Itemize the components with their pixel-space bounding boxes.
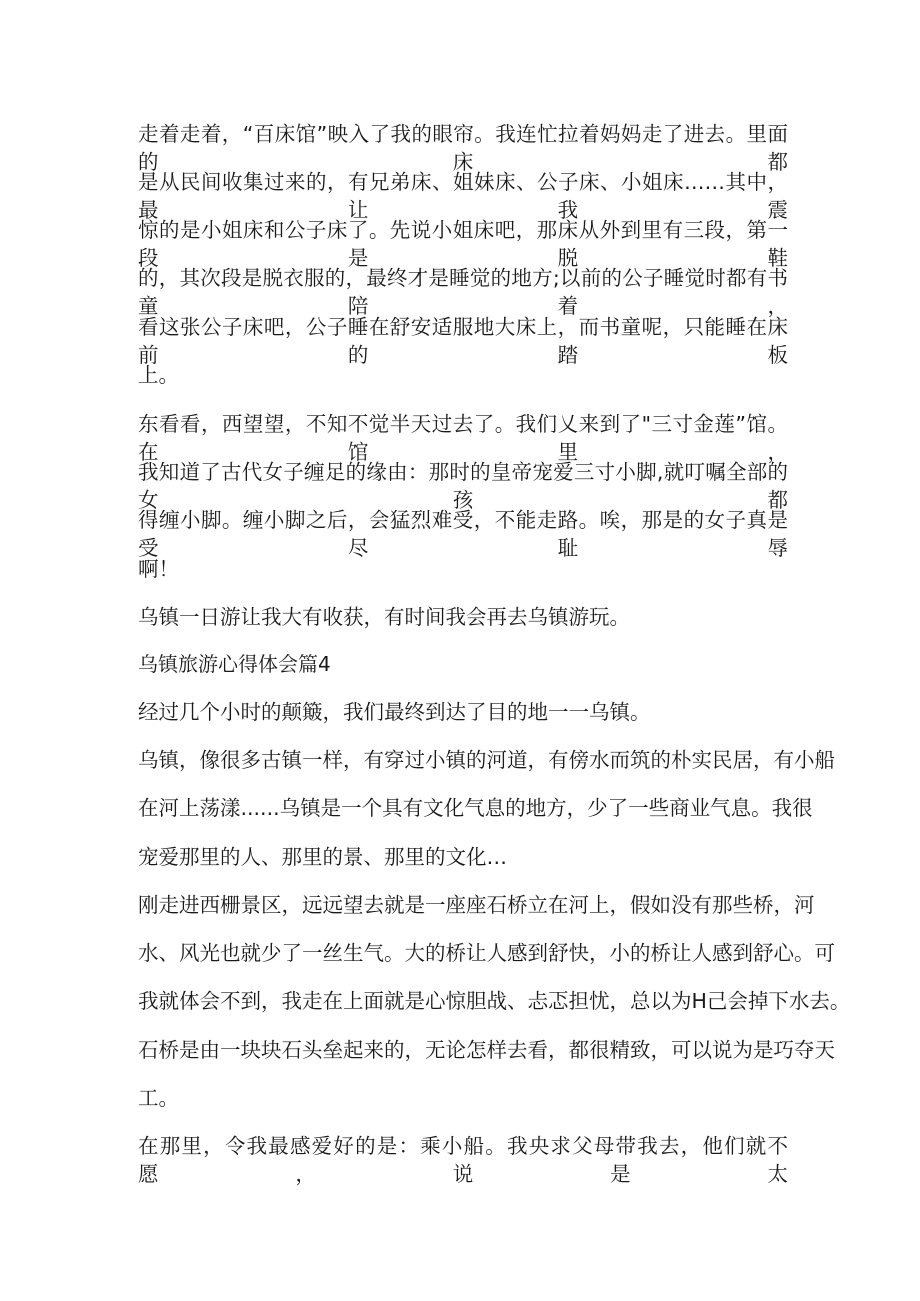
section-heading: 乌镇旅游心得体会篇4 <box>138 652 331 676</box>
text-line-20: 石桥是由一块块石头垒起来的，无论怎样去看，都很精致，可以说为是巧夺天 <box>138 1038 835 1062</box>
text-line-22: 在那里，令我最感爱好的是：乘小船。我央求父母带我去，他们就不愿，说是太 <box>138 1134 788 1186</box>
text-line-13: 经过几个小时的颠簸，我们最终到达了目的地一一乌镇。 <box>138 700 651 724</box>
text-line-15: 在河上荡漾......乌镇是一个具有文化气息的地方，少了一些商业气息。我很 <box>138 796 813 820</box>
text-line-7: 东看看，西望望，不知不觉半天过去了。我们乂来到了"三寸金莲”馆。在馆里， <box>138 412 788 464</box>
text-line-6: 上。 <box>138 363 179 387</box>
text-line-14: 乌镇，像很多古镇一样，有穿过小镇的河道，有傍水而筑的朴实民居，有小船 <box>138 748 835 772</box>
text-line-4: 的，其次段是脱衣服的，最终才是睡觉的地方;以前的公子睡觉时都有书童陪着， <box>138 266 788 318</box>
text-line-10: 啊！ <box>138 557 179 581</box>
text-line-3: 惊的是小姐床和公子床了。先说小姐床吧，那床从外到里有三段，第一段是脱鞋 <box>138 218 788 270</box>
text-line-2: 是从民间收集过来的，有兄弟床、姐妹床、公子床、小姐床……其中，最让我震 <box>138 170 788 222</box>
text-line-16: 宠爱那里的人、那里的景、那里的文化… <box>138 845 507 869</box>
text-line-1: 走着走着，“百床馆”映入了我的眼帘。我连忙拉着妈妈走了进去。里面的床都 <box>138 122 788 174</box>
text-line-11: 乌镇一日游让我大有收获，有时间我会再去乌镇游玩。 <box>138 605 630 629</box>
text-line-8: 我知道了古代女子缠足的缘由：那时的皇帝宠爱三寸小脚,就叮嘱全部的女孩都 <box>138 460 788 512</box>
text-line-21: 工。 <box>138 1086 179 1110</box>
text-line-17: 刚走进西栅景区，远远望去就是一座座石桥立在河上，假如没有那些桥，河 <box>138 893 815 917</box>
text-line-18: 水、风光也就少了一丝生气。大的桥让人感到舒快，小的桥让人感到舒心。可 <box>138 941 835 965</box>
text-line-5: 看这张公子床吧，公子睡在舒安适服地大床上，而书童呢，只能睡在床前的踏板 <box>138 315 788 367</box>
text-line-9: 得缠小脚。缠小脚之后，会猛烈难受，不能走路。唉，那是的女子真是受尽耻辱 <box>138 508 788 560</box>
text-line-19: 我就体会不到，我走在上面就是心惊胆战、忐忑担忧，总以为H己会掉下水去。 <box>138 989 851 1013</box>
